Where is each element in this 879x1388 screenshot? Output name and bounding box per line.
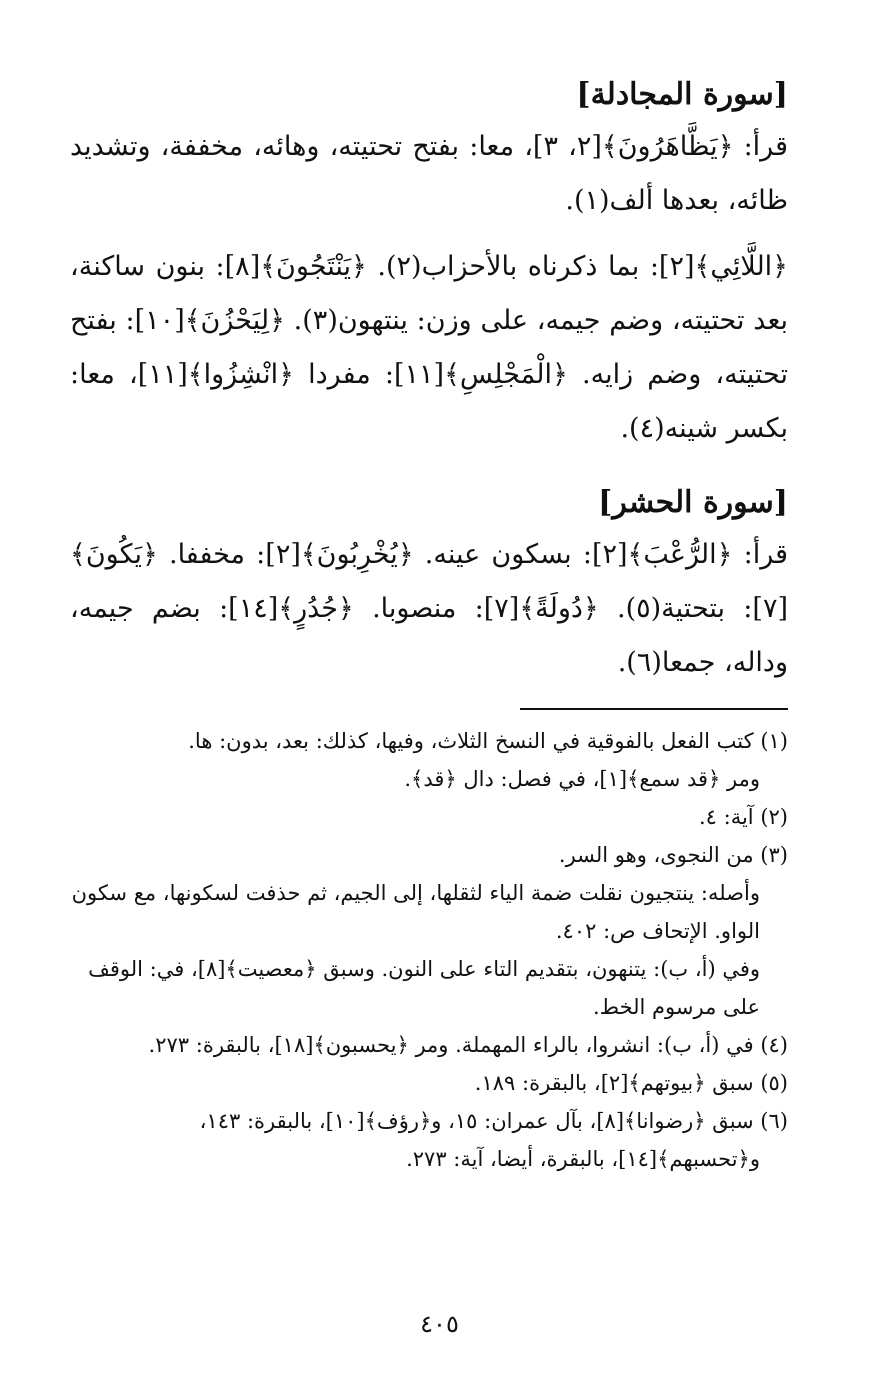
footnote-divider xyxy=(520,708,788,710)
paragraph: قرأ: ﴿الرُّعْبَ﴾[٢]: بسكون عينه. ﴿يُخْرِبُونَ﴾[٢]: مخففا. ﴿يَكُونَ﴾[٧]: بتحتية(٥). ﴿دُولَةً﴾[٧]: منصوبا. ﴿جُدُرٍ﴾[١٤]: بضم جيمه، وداله، جمعا(٦). xyxy=(70,539,788,678)
paragraph: ﴿اللَّائِي﴾[٢]: بما ذكرناه بالأحزاب(٢). ﴿يَنْتَجُونَ﴾[٨]: بنون ساكنة، بعد تحتيته، وضم جيمه، على وزن: ينتهون(٣). ﴿لِيَحْزُنَ﴾[١٠]: بفتح تحتيته، وضم زايه. ﴿الْمَجْلِسِ﴾[١١]: مفردا ﴿انْشِزُوا﴾[١١]، معا: بكسر شينه(٤). xyxy=(70,251,789,444)
footnote: (٥) سبق ﴿بيوتهم﴾[٢]، بالبقرة: ١٨٩. xyxy=(474,1071,788,1095)
section-heading-hashr: [سورة الحشر] xyxy=(598,485,788,520)
footnote: (٣) من النجوى، وهو السر. xyxy=(558,843,788,867)
page-body xyxy=(70,70,788,1178)
footnote: (٢) آية: ٤. xyxy=(698,805,788,829)
footnote-continuation: ومر ﴿قد سمع﴾[١]، في فصل: دال ﴿قد﴾. xyxy=(404,767,760,791)
page-number: ٤٠٥ xyxy=(420,1310,459,1338)
footnote-continuation: وفي (أ، ب): يتنهون، بتقديم التاء على النون. وسبق ﴿معصيت﴾[٨]، في: الوقف على مرسوم الخط. xyxy=(88,957,760,1019)
footnote: (١) كتب الفعل بالفوقية في النسخ الثلاث، وفيها، كذلك: بعد، بدون: ها. xyxy=(188,729,788,753)
footnote: (٤) في (أ، ب): انشروا، بالراء المهملة. ومر ﴿يحسبون﴾[١٨]، بالبقرة: ٢٧٣. xyxy=(148,1033,788,1057)
paragraph: قرأ: ﴿يَظَّاهَرُونَ﴾[٢، ٣]، معا: بفتح تحتيته، وهائه، مخففة، وتشديد ظائه، بعدها ألف(١). xyxy=(70,131,788,216)
section-heading-mujadala: [سورة المجادلة] xyxy=(576,77,788,112)
footnote-continuation: وأصله: ينتجيون نقلت ضمة الياء لثقلها، إلى الجيم، ثم حذفت لسكونها، مع سكون الواو. الإتحاف ص: ٤٠٢. xyxy=(71,881,760,943)
footnotes xyxy=(70,722,788,1178)
footnote: (٦) سبق ﴿رضوانا﴾[٨]، بآل عمران: ١٥، و﴿رؤف﴾[١٠]، بالبقرة: ١٤٣، xyxy=(199,1109,788,1133)
footnote-continuation: و﴿تحسبهم﴾[١٤]، بالبقرة، أيضا، آية: ٢٧٣. xyxy=(406,1147,760,1171)
